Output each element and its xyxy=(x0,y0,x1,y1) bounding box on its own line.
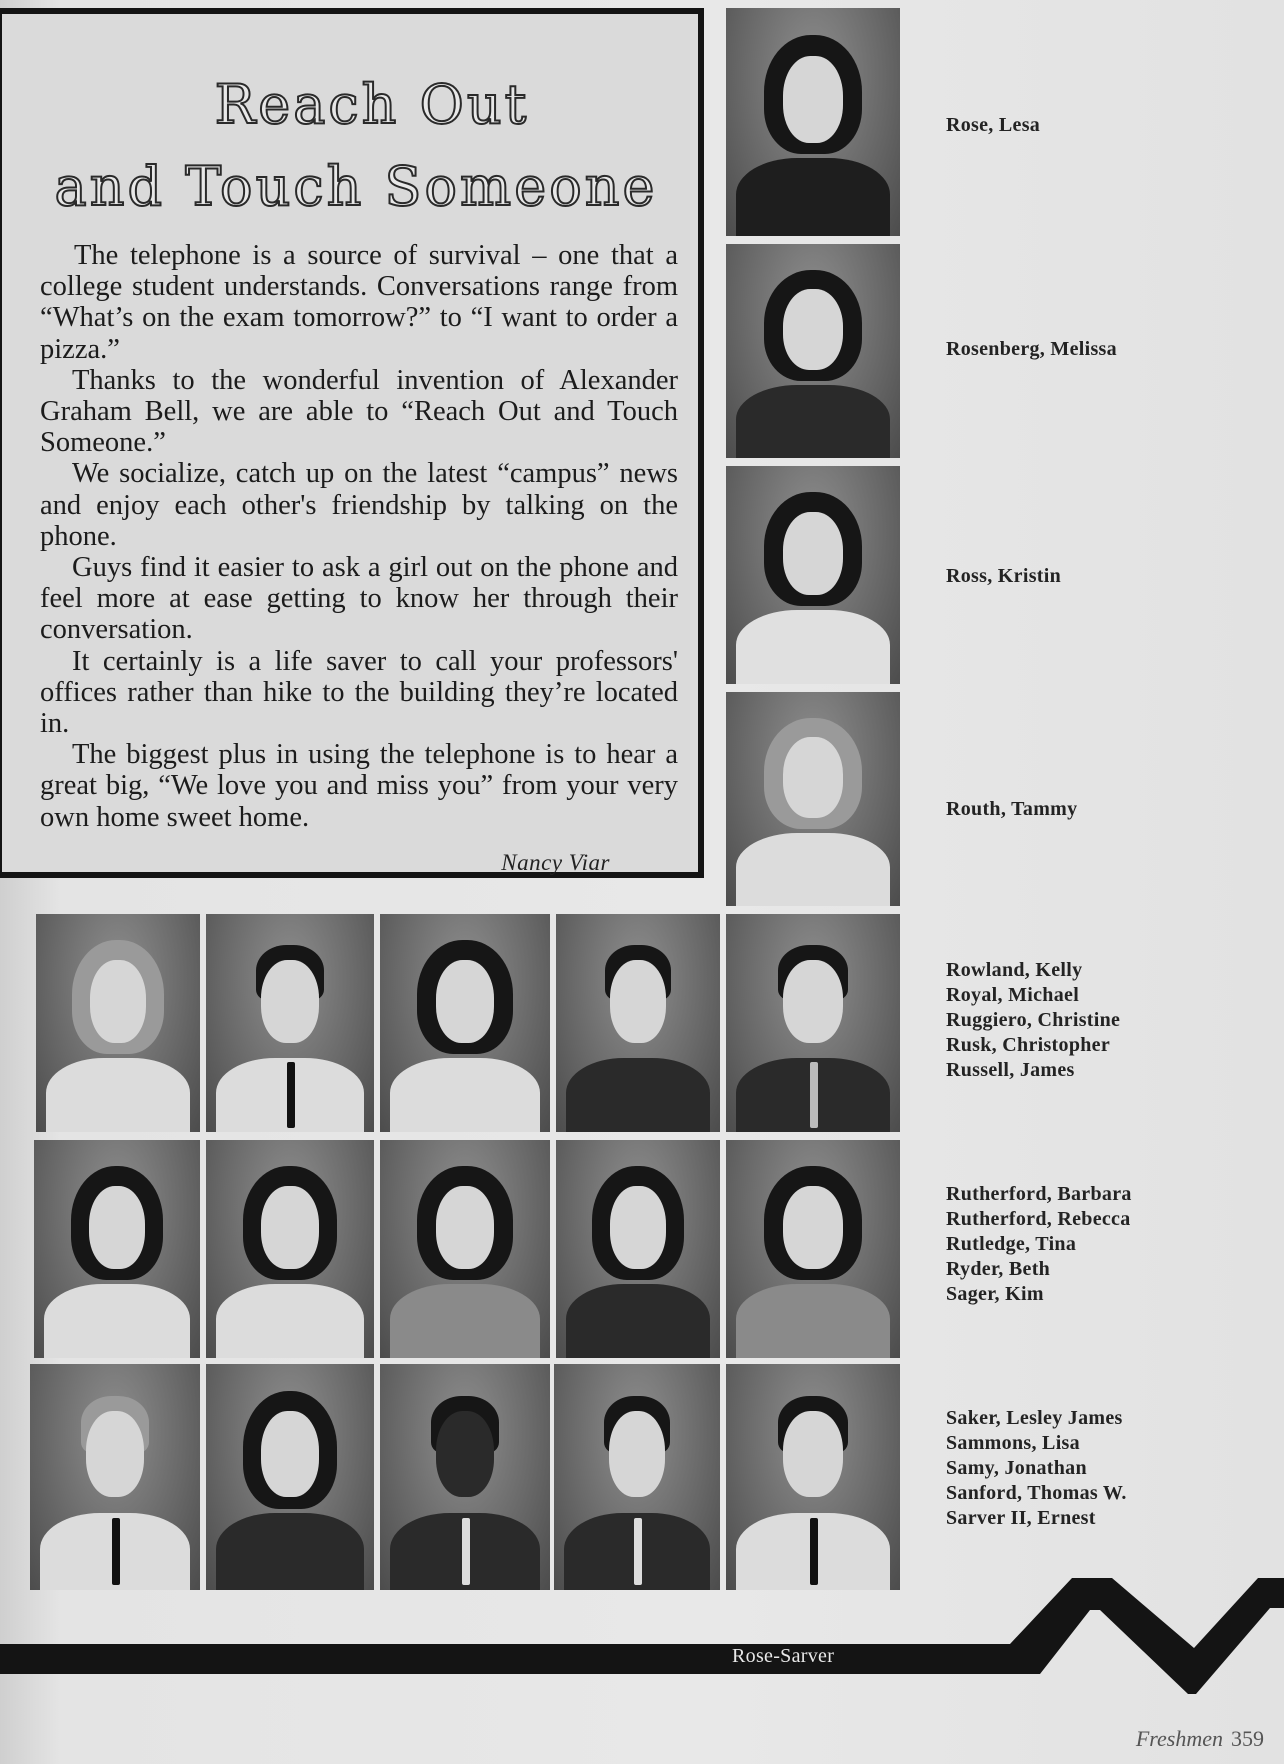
portrait-photo xyxy=(726,8,900,236)
article-box xyxy=(0,8,704,878)
portrait-photo xyxy=(726,1364,900,1590)
name-list xyxy=(946,958,1120,1083)
footer-range-label: Rose-Sarver xyxy=(732,1645,835,1667)
name-list xyxy=(946,1182,1132,1307)
portrait-name: Rosenberg, Melissa xyxy=(946,338,1117,360)
portrait-name: Royal, Michael xyxy=(946,984,1080,1006)
portrait-photo xyxy=(556,1140,720,1358)
portrait-photo xyxy=(726,1140,900,1358)
article-paragraph: The biggest plus in using the telephone is to hear a great big, “We love you and miss you” from your very own home sweet home. xyxy=(40,739,678,833)
portrait-photo xyxy=(36,914,200,1132)
portrait-photo xyxy=(380,1140,550,1358)
portrait-photo xyxy=(726,914,900,1132)
page-number: 359 xyxy=(1231,1726,1264,1751)
portrait-name: Sammons, Lisa xyxy=(946,1432,1080,1454)
article-paragraph: Thanks to the wonderful invention of Alexander Graham Bell, we are able to “Reach Out and Touch Someone.” xyxy=(40,364,678,459)
portrait-name: Rutledge, Tina xyxy=(946,1233,1077,1255)
portrait-name: Saker, Lesley James xyxy=(946,1407,1123,1429)
article-paragraph: It certainly is a life saver to call your professors' offices rather than hike to the building they’re located in. xyxy=(40,645,678,740)
portrait-name: Sager, Kim xyxy=(946,1283,1044,1305)
article-paragraph: Guys find it easier to ask a girl out on the phone and feel more at ease getting to know her through their conversation. xyxy=(40,552,678,646)
article-paragraph: We socialize, catch up on the latest “campus” news and enjoy each other's friendship by talking on the phone. xyxy=(40,458,678,552)
article-paragraph: The telephone is a source of survival – one that a college student understands. Conversations range from “What’s on the exam tomorrow?” to “I want to order a pizza.” xyxy=(40,240,678,365)
name-list xyxy=(946,1406,1127,1531)
portrait-photo xyxy=(206,1140,374,1358)
portrait-photo xyxy=(30,1364,200,1590)
portrait-photo xyxy=(380,914,550,1132)
section-name: Freshmen xyxy=(1135,1726,1223,1751)
portrait-name: Rowland, Kelly xyxy=(946,959,1083,981)
portrait-photo xyxy=(726,692,900,906)
portrait-name: Rose, Lesa xyxy=(946,114,1041,136)
portrait-name: Ruggiero, Christine xyxy=(946,1009,1121,1031)
portrait-photo xyxy=(34,1140,200,1358)
portrait-photo xyxy=(206,914,374,1132)
portrait-photo xyxy=(380,1364,550,1590)
portrait-name: Rusk, Christopher xyxy=(946,1034,1111,1056)
portrait-name: Ross, Kristin xyxy=(946,565,1062,587)
portrait-name: Sanford, Thomas W. xyxy=(946,1482,1127,1504)
portrait-name: Rutherford, Rebecca xyxy=(946,1208,1131,1230)
portrait-name: Routh, Tammy xyxy=(946,798,1078,820)
footer-decorative-bar xyxy=(0,1570,1284,1700)
portrait-photo xyxy=(554,1364,720,1590)
page-footer xyxy=(1136,1726,1264,1752)
portrait-photo xyxy=(726,244,900,458)
article-title-line2: and Touch Someone xyxy=(54,155,658,218)
portrait-photo xyxy=(556,914,720,1132)
portrait-name: Ryder, Beth xyxy=(946,1258,1051,1280)
article-body xyxy=(40,240,678,833)
article-byline: Nancy Viar xyxy=(501,850,610,875)
portrait-photo xyxy=(726,466,900,684)
portrait-photo xyxy=(206,1364,374,1590)
portrait-name: Rutherford, Barbara xyxy=(946,1183,1132,1205)
portrait-name: Sarver II, Ernest xyxy=(946,1507,1096,1529)
article-title-line1: Reach Out xyxy=(214,73,530,136)
portrait-name: Samy, Jonathan xyxy=(946,1457,1087,1479)
portrait-name: Russell, James xyxy=(946,1059,1075,1081)
